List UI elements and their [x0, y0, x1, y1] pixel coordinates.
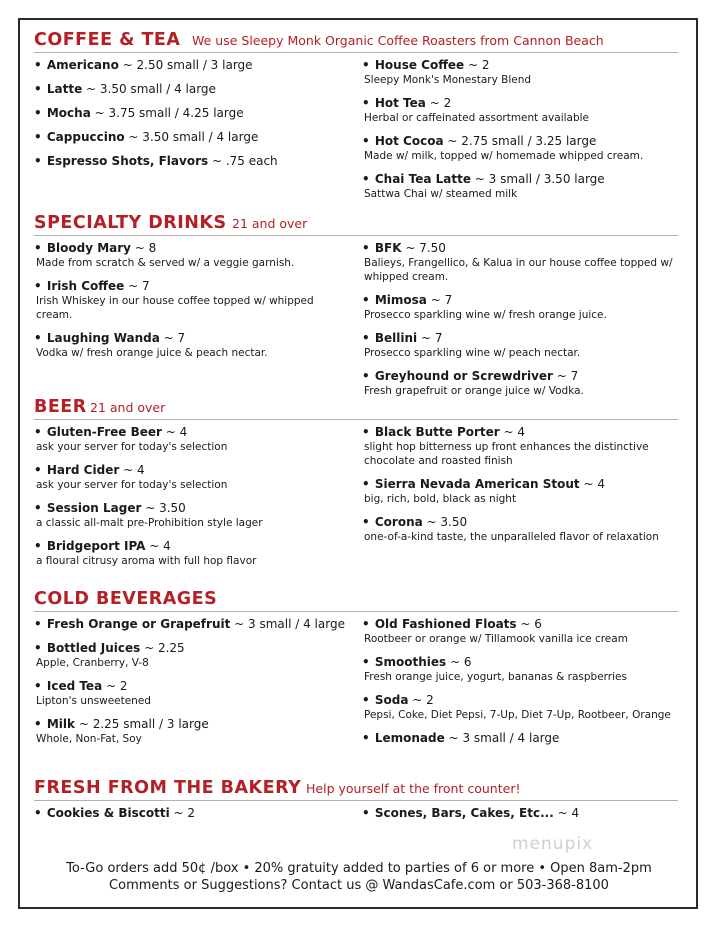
menu-item-name: Corona [374, 515, 423, 529]
menu-item-price: ~ 3.50 small / 4 large [82, 82, 216, 96]
menu-item-name: Hard Cider [46, 463, 120, 477]
bullet-icon: • [34, 58, 46, 72]
menu-item-price: ~ 4 [145, 539, 171, 553]
menu-item [362, 241, 680, 284]
menu-item [34, 617, 352, 632]
menu-item-description: Sattwa Chai w/ steamed milk [364, 188, 518, 200]
bullet-icon: • [34, 425, 46, 439]
bullet-icon: • [362, 331, 374, 345]
section-note: We use Sleepy Monk Organic Coffee Roasters from Cannon Beach [192, 33, 604, 48]
menu-item-line [34, 501, 352, 516]
menu-item-price: ~ 7 [124, 279, 150, 293]
menu-item [362, 806, 680, 821]
section-note: 21 and over [90, 400, 166, 415]
menu-item-description: slight hop bitterness up front enhances the distinctive chocolate and roasted finish [364, 441, 649, 467]
menu-item-description: Lipton's unsweetened [36, 695, 151, 707]
menu-item-description: a classic all-malt pre-Prohibition style lager [36, 517, 263, 529]
bullet-icon: • [362, 58, 374, 72]
menu-item-price: ~ 4 [119, 463, 145, 477]
menu-item-line [34, 58, 352, 73]
menu-item-price: ~ 4 [579, 477, 605, 491]
menu-item-line [362, 425, 680, 440]
menu-item-line [34, 241, 352, 256]
menu-item-name: Hot Cocoa [374, 134, 444, 148]
menu-item-name: Lemonade [374, 731, 445, 745]
menu-item-name: Gluten-Free Beer [46, 425, 162, 439]
menu-item-name: Latte [46, 82, 83, 96]
menu-item [362, 293, 680, 322]
menu-item-name: Americano [46, 58, 119, 72]
menu-item-name: House Coffee [374, 58, 465, 72]
menu-item-price: ~ 3.50 [141, 501, 186, 515]
menu-item-price: ~ 4 [161, 425, 188, 439]
menu-item [34, 806, 352, 821]
bullet-icon: • [362, 425, 374, 439]
menu-item-description: Made w/ milk, topped w/ homemade whipped cream. [364, 150, 644, 162]
menu-item [34, 679, 352, 708]
menu-item-line [362, 241, 680, 256]
menu-item [34, 641, 352, 670]
menu-item [34, 106, 352, 121]
menu-item-description: Fresh grapefruit or orange juice w/ Vodka. [364, 385, 584, 397]
menu-item-price: ~ 2 [425, 96, 452, 110]
section-header [34, 589, 678, 612]
menu-item [34, 539, 352, 568]
menu-item [362, 477, 680, 506]
menu-item-name: Chai Tea Latte [374, 172, 471, 186]
menu-item-description: Irish Whiskey in our house coffee topped w/ whipped cream. [36, 295, 314, 321]
bullet-icon: • [34, 539, 46, 553]
menu-item [362, 331, 680, 360]
section-title: SPECIALTY DRINKS [34, 213, 227, 233]
right-column [362, 806, 680, 821]
bullet-icon: • [34, 331, 46, 345]
menu-item [362, 617, 680, 646]
beer-section [34, 397, 678, 577]
left-column [34, 806, 352, 821]
menu-item-line [362, 617, 680, 632]
right-column [362, 425, 680, 544]
menu-item-line [362, 731, 680, 746]
menu-item-line [362, 806, 680, 821]
menu-item-name: Espresso Shots, Flavors [46, 154, 209, 168]
menu-item-line [362, 515, 680, 530]
menu-item [362, 655, 680, 684]
right-column [362, 58, 680, 201]
menu-item-name: Bottled Juices [46, 641, 141, 655]
left-column [34, 241, 352, 360]
menu-item [362, 731, 680, 746]
menu-item-line [362, 134, 680, 149]
bullet-icon: • [362, 96, 374, 110]
menu-item-price: ~ 2.50 small / 3 large [118, 58, 253, 72]
bullet-icon: • [34, 679, 46, 693]
menu-item-line [34, 539, 352, 554]
menu-item-description: ask your server for today's selection [36, 479, 228, 491]
menu-item-name: Bloody Mary [46, 241, 131, 255]
menu-item-description: Whole, Non-Fat, Soy [36, 733, 142, 745]
menu-item-price: ~ 8 [130, 241, 157, 255]
menu-item-line [362, 172, 680, 187]
menu-item-description: ask your server for today's selection [36, 441, 228, 453]
menu-item-name: Fresh Orange or Grapefruit [46, 617, 231, 631]
menu-item-line [362, 655, 680, 670]
menu-item-line [34, 331, 352, 346]
bullet-icon: • [362, 655, 374, 669]
bullet-icon: • [362, 369, 374, 383]
menu-item-description: Prosecco sparkling wine w/ fresh orange juice. [364, 309, 607, 321]
menu-item-line [362, 693, 680, 708]
menu-item-line [34, 279, 352, 294]
bullet-icon: • [34, 717, 46, 731]
bullet-icon: • [34, 279, 46, 293]
coffee-tea-section [34, 30, 678, 210]
menu-item [34, 717, 352, 746]
bullet-icon: • [362, 477, 374, 491]
bullet-icon: • [34, 463, 46, 477]
section-title: COLD BEVERAGES [34, 589, 218, 609]
section-header [34, 213, 678, 236]
menu-item-price: ~ 4 [553, 806, 580, 820]
menu-item-line [34, 679, 352, 694]
menu-item-description: Prosecco sparkling wine w/ peach nectar. [364, 347, 581, 359]
menu-item-line [34, 717, 352, 732]
bullet-icon: • [362, 617, 374, 631]
menu-item-name: Iced Tea [46, 679, 103, 693]
menu-item-description: Apple, Cranberry, V-8 [36, 657, 149, 669]
menu-item-price: ~ 3 small / 4 large [444, 731, 560, 745]
menu-item-price: ~ 3 small / 3.50 large [470, 172, 605, 186]
menu-item-price: ~ 2 [169, 806, 196, 820]
bullet-icon: • [34, 617, 46, 631]
menu-item [362, 172, 680, 201]
menu-item-price: ~ 7 [426, 293, 453, 307]
bullet-icon: • [34, 154, 46, 168]
menu-item-description: Pepsi, Coke, Diet Pepsi, 7-Up, Diet 7-Up, Rootbeer, Orange [364, 709, 671, 721]
section-header [34, 30, 678, 53]
bullet-icon: • [34, 641, 46, 655]
menu-item [362, 134, 680, 163]
menu-item-price: ~ 2 [464, 58, 490, 72]
specialty-drinks-section [34, 213, 678, 397]
menu-item-line [362, 477, 680, 492]
menu-item-price: ~ 6 [516, 617, 542, 631]
bakery-section [34, 778, 678, 838]
section-header [34, 397, 678, 420]
menu-item-price: ~ 2.25 small / 3 large [75, 717, 209, 731]
menu-item-price: ~ 3.75 small / 4.25 large [90, 106, 244, 120]
menu-item-name: Session Lager [46, 501, 142, 515]
left-column [34, 425, 352, 568]
menu-item-name: Hot Tea [374, 96, 426, 110]
menu-item [34, 82, 352, 97]
menu-item-description: Rootbeer or orange w/ Tillamook vanilla ice cream [364, 633, 628, 645]
menu-item-name: Laughing Wanda [46, 331, 160, 345]
bullet-icon: • [362, 731, 374, 745]
menu-item-description: a floural citrusy aroma with full hop flavor [36, 555, 257, 567]
menu-item-price: ~ 3.50 [422, 515, 468, 529]
menu-item-line [34, 641, 352, 656]
menu-item-name: Cappuccino [46, 130, 125, 144]
bullet-icon: • [362, 515, 374, 529]
menu-item [362, 425, 680, 468]
menu-item-name: Irish Coffee [46, 279, 125, 293]
bullet-icon: • [34, 241, 46, 255]
footer-info-line: To-Go orders add 50¢ /box • 20% gratuity added to parties of 6 or more • Open 8am-2pm [66, 861, 652, 876]
menu-item-name: Milk [46, 717, 76, 731]
menu-item-name: Bridgeport IPA [46, 539, 146, 553]
bullet-icon: • [362, 241, 374, 255]
menu-item-line [34, 806, 352, 821]
menu-item-description: big, rich, bold, black as night [364, 493, 517, 505]
menu-item-name: Black Butte Porter [374, 425, 500, 439]
menu-item-line [34, 617, 352, 632]
bullet-icon: • [34, 806, 46, 820]
menu-item-name: Soda [374, 693, 409, 707]
menu-item-description: Vodka w/ fresh orange juice & peach nectar. [36, 347, 268, 359]
menu-item-line [34, 154, 352, 169]
menu-item-line [362, 58, 680, 73]
menu-item [34, 425, 352, 454]
menu-item-name: Sierra Nevada American Stout [374, 477, 580, 491]
left-column [34, 58, 352, 169]
section-header [34, 778, 678, 801]
menu-item [362, 96, 680, 125]
menu-item-description: Fresh orange juice, yogurt, bananas & raspberries [364, 671, 627, 683]
menu-item-name: BFK [374, 241, 402, 255]
menu-item-price: ~ 7 [552, 369, 579, 383]
menu-item-line [34, 130, 352, 145]
menu-item-price: ~ 7 [159, 331, 186, 345]
menu-item [362, 515, 680, 544]
menu-item [34, 58, 352, 73]
menu-item-price: ~ 2.75 small / 3.25 large [443, 134, 597, 148]
menu-item [34, 501, 352, 530]
menu-item [34, 279, 352, 322]
menu-item-line [34, 425, 352, 440]
menu-item-line [34, 106, 352, 121]
section-title: FRESH FROM THE BAKERY [34, 778, 302, 798]
right-column [362, 617, 680, 746]
bullet-icon: • [362, 134, 374, 148]
bullet-icon: • [362, 172, 374, 186]
menu-item [362, 58, 680, 87]
menu-item-name: Scones, Bars, Cakes, Etc... [374, 806, 554, 820]
menu-item [34, 154, 352, 169]
right-column [362, 241, 680, 398]
menu-item-name: Old Fashioned Floats [374, 617, 517, 631]
section-title: COFFEE & TEA [34, 30, 181, 50]
menu-item-description: Made from scratch & served w/ a veggie garnish. [36, 257, 295, 269]
menu-item-price: ~ 7 [417, 331, 443, 345]
section-note: 21 and over [232, 216, 308, 231]
menu-item-price: ~ 3 small / 4 large [230, 617, 345, 631]
menu-item-line [362, 293, 680, 308]
bullet-icon: • [34, 501, 46, 515]
section-title: BEER [34, 397, 87, 417]
menu-item [362, 369, 680, 398]
bullet-icon: • [34, 130, 46, 144]
menu-item-line [362, 369, 680, 384]
menu-item-price: ~ 2.25 [140, 641, 185, 655]
menu-item-line [34, 82, 352, 97]
menu-item [362, 693, 680, 722]
menu-item-price: ~ 3.50 small / 4 large [124, 130, 259, 144]
menu-item [34, 331, 352, 360]
bullet-icon: • [34, 106, 46, 120]
menu-item-description: Sleepy Monk's Monestary Blend [364, 74, 532, 86]
bullet-icon: • [362, 693, 374, 707]
menu-item-price: ~ .75 each [208, 154, 278, 168]
footer-contact-line: Comments or Suggestions? Contact us @ WandasCafe.com or 503-368-8100 [109, 878, 609, 893]
menu-item-description: Balieys, Frangellico, & Kalua in our house coffee topped w/ whipped cream. [364, 257, 673, 283]
menu-item-name: Bellini [374, 331, 418, 345]
bullet-icon: • [362, 293, 374, 307]
menu-item [34, 241, 352, 270]
menu-item [34, 130, 352, 145]
menu-item [34, 463, 352, 492]
bullet-icon: • [34, 82, 46, 96]
menu-item-name: Greyhound or Screwdriver [374, 369, 553, 383]
menu-item-name: Mocha [46, 106, 91, 120]
menu-item-description: Herbal or caffeinated assortment available [364, 112, 590, 124]
menu-item-line [362, 96, 680, 111]
menu-item-name: Cookies & Biscotti [46, 806, 170, 820]
menu-item-price: ~ 4 [499, 425, 526, 439]
left-column [34, 617, 352, 746]
menu-item-line [362, 331, 680, 346]
menu-item-line [34, 463, 352, 478]
menu-item-price: ~ 2 [408, 693, 434, 707]
menu-item-description: one-of-a-kind taste, the unparalleled flavor of relaxation [364, 531, 659, 543]
menu-item-name: Mimosa [374, 293, 427, 307]
menu-item-name: Smoothies [374, 655, 447, 669]
menu-item-price: ~ 6 [446, 655, 472, 669]
bullet-icon: • [362, 806, 374, 820]
menu-item-price: ~ 2 [102, 679, 128, 693]
menu-item-price: ~ 7.50 [401, 241, 446, 255]
watermark: menupix [512, 834, 594, 854]
cold-beverages-section [34, 589, 678, 769]
section-note: Help yourself at the front counter! [306, 781, 521, 796]
